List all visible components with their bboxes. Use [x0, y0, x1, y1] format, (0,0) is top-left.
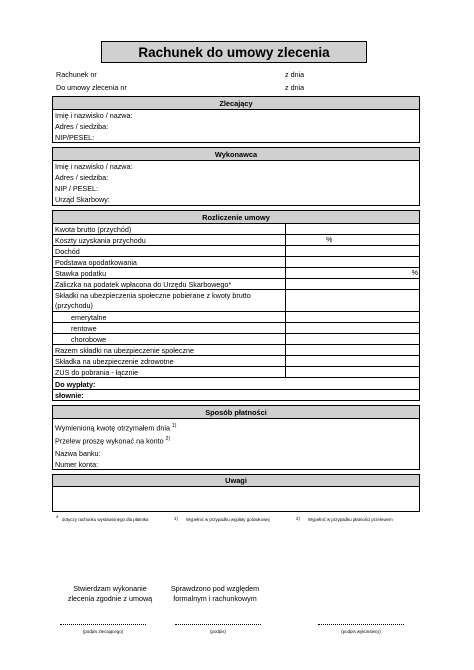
value-cell[interactable]	[285, 245, 419, 256]
row-slownie[interactable]	[53, 389, 419, 400]
row-label: Składki na ubezpieczenia społeczne pobierane z kwoty brutto	[55, 291, 251, 300]
przelew-text: Przelew proszę wykonać na konto	[55, 436, 164, 446]
footnote-star: *	[56, 516, 59, 522]
row-label: rentowe	[71, 324, 97, 333]
otrzymalem-text: Wymienioną kwotę otrzymałem dnia	[55, 423, 170, 433]
account-number-field[interactable]: Numer konta:	[55, 460, 99, 469]
value-cell[interactable]	[285, 289, 419, 311]
sig-label-wykonawca: (podpis wykonawcy)	[341, 629, 381, 634]
platnosc-header: Sposób płatności	[53, 406, 419, 419]
sig-line-zlecajacy[interactable]	[60, 624, 146, 625]
zlecajacy-section	[52, 96, 420, 143]
value-cell[interactable]	[285, 256, 419, 267]
sposob-platnosci-section	[52, 405, 420, 470]
slownie-label: słownie:	[55, 391, 84, 400]
sig-left-caption-1: Stwierdzam wykonanie	[73, 584, 147, 593]
row-label: emerytalne	[71, 313, 107, 322]
value-cell[interactable]	[285, 278, 419, 289]
footnote-2-mark: 2)	[296, 516, 300, 521]
wykonawca-address-field[interactable]: Adres / siedziba:	[55, 173, 109, 182]
sig-left-caption-2: zlecenia zgodnie z umową	[67, 594, 153, 603]
row-label: Razem składki na ubezpieczenie społeczne	[55, 346, 195, 355]
wykonawca-section	[52, 147, 420, 206]
footnote-star-text: dotyczy rachunku wystawionego dla płatnika	[62, 517, 149, 522]
row-label: Koszty uzyskania przychodu	[55, 236, 146, 245]
sig-line-podpis[interactable]	[175, 624, 261, 625]
row-label: Składka na ubezpieczenie zdrowotne	[55, 357, 174, 366]
zlecajacy-header: Zlecający	[53, 97, 419, 110]
uwagi-section	[52, 474, 420, 512]
uwagi-header: Uwagi	[53, 475, 419, 487]
value-cell[interactable]	[285, 267, 419, 278]
document-title: Rachunek do umowy zlecenia	[101, 41, 367, 63]
zlecajacy-nip-field[interactable]: NIP/PESEL:	[55, 133, 95, 142]
percent-sign: %	[411, 268, 418, 277]
rozliczenie-header: Rozliczenie umowy	[53, 211, 419, 224]
sig-label-podpis: (podpis)	[210, 629, 226, 634]
umowa-nr-label: Do umowy zlecenia nr	[56, 83, 127, 92]
value-cell[interactable]	[285, 322, 419, 333]
value-cell[interactable]	[285, 355, 419, 366]
value-cell[interactable]	[285, 344, 419, 355]
sig-mid-caption-2: formalnym i rachunkowym	[173, 594, 257, 603]
footnote-ref-1: 1)	[171, 423, 177, 429]
do-wyplaty-label: Do wypłaty:	[55, 380, 96, 389]
przelew-line[interactable]	[55, 437, 170, 445]
value-cell[interactable]	[285, 333, 419, 344]
wykonawca-name-field[interactable]: Imię i nazwisko / nazwa:	[55, 162, 133, 171]
otrzymalem-line[interactable]	[55, 424, 176, 432]
zlecajacy-address-field[interactable]: Adres / siedziba:	[55, 122, 109, 131]
footnote-1-text: Wypełnić w przypadku wypłaty gotówkowej	[186, 517, 270, 522]
rozliczenie-section	[52, 210, 420, 401]
sig-mid-caption-1: Sprawdzono pod względem	[170, 584, 260, 593]
footnote-1-mark: 1)	[174, 516, 178, 521]
row-label: Zaliczka na podatek wpłacona do Urzędu Skarbowego*	[55, 280, 232, 289]
row-label: Podstawa opodatkowania	[55, 258, 137, 267]
percent-sign: %	[326, 235, 333, 244]
row-label-cont: (przychodu)	[55, 301, 93, 310]
uwagi-area[interactable]	[53, 487, 419, 511]
row-label: Dochód	[55, 247, 80, 256]
zlecajacy-name-field[interactable]: Imię i nazwisko / nazwa:	[55, 111, 133, 120]
wykonawca-nip-field[interactable]: NIP / PESEL:	[55, 184, 99, 193]
sig-line-wykonawca[interactable]	[318, 624, 404, 625]
value-cell[interactable]	[285, 234, 419, 245]
value-cell[interactable]	[285, 311, 419, 322]
wykonawca-tax-office-field[interactable]: Urząd Skarbowy:	[55, 195, 110, 204]
footnote-2-text: Wypełnić w przypadku płatności przelewem	[308, 517, 393, 522]
row-label: ZUS do pobrania - łącznie	[55, 368, 139, 377]
bank-name-field[interactable]: Nazwa banku:	[55, 449, 101, 458]
value-cell[interactable]	[285, 366, 419, 377]
row-label: Kwota brutto (przychód)	[55, 225, 132, 234]
footnote-ref-2: 2)	[165, 436, 171, 442]
row-label: Stawka podatku	[55, 269, 107, 278]
row-skladki-spoleczne	[53, 289, 419, 312]
rachunek-nr-label: Rachunek nr	[56, 70, 97, 79]
wykonawca-header: Wykonawca	[53, 148, 419, 161]
sig-label-zlecajacy: (podpis zlecającego)	[82, 629, 124, 634]
row-label: chorobowe	[71, 335, 107, 344]
z-dnia-label-1: z dnia	[285, 70, 305, 79]
z-dnia-label-2: z dnia	[285, 83, 305, 92]
value-cell[interactable]	[285, 223, 419, 234]
row-zus-lacznie	[53, 366, 419, 378]
